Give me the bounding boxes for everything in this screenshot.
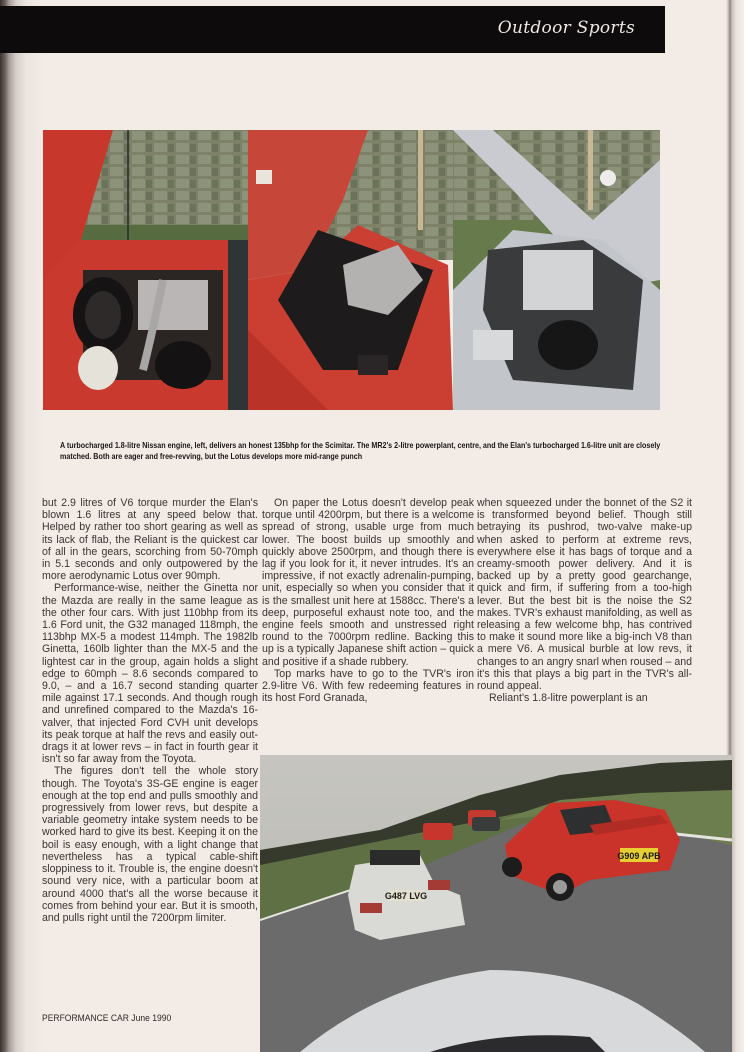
photo-panel-scimitar xyxy=(43,130,248,410)
engine-bays-photo xyxy=(43,130,660,410)
paragraph: Performance-wise, neither the Ginetta nor the Mazda are really in the same league as the other four cars. With just 110bhp from its 1.6 Ford unit, the G32 managed 118mph, the 113bhp MX-5 a modest 114mph. The 1982lb Ginetta, 160lb lighter than the MX-5 and the lightest car in the group, again holds a slight edge to 60mph – 8.6 seconds compared to 9.0, – and a 16.7 second standing quarter mile against 17.1 seconds. And though rough and unrefined compared to the Mazda's 16-valver, that injected Ford CVH unit develops its peak torque at half the revs and easily out-drags it at lower revs – in fact in fourth gear it isn't so far away from the Toyota. xyxy=(42,582,258,766)
article-column-3 xyxy=(477,497,692,704)
scimitar-engine-image xyxy=(43,130,248,410)
photo-panel-elan xyxy=(453,130,660,410)
paragraph: but 2.9 litres of V6 torque murder the Elan's blown 1.6 litres at any speed below that. Helped by rather too short gearing as well as its lack of flab, the Reliant is the quickest car of all in the gears, scorching from 50-70mph in 5.1 seconds and only outpowered by the more aerodynamic Lotus over 90mph. xyxy=(42,497,258,583)
section-header-band xyxy=(0,6,665,53)
mr2-engine-image xyxy=(248,130,453,410)
page-gutter-shadow xyxy=(0,0,44,1052)
elan-engine-image xyxy=(453,130,660,410)
paragraph: Reliant's 1.8-litre powerplant is an xyxy=(489,692,648,705)
track-image xyxy=(260,755,732,1052)
paragraph: The figures don't tell the whole story though. The Toyota's 3S-GE engine is eager enough at the top end and pulls smoothly and progressively from lower revs, but despite a variable geometry intake system needs to be worked hard to give its best. Keeping it on the boil is easy enough, with a light change that nevertheless has a typical cable-shift sloppiness to it. Trouble is, the engine doesn't sound very nice, with a particular boom at around 4000 that's all the worse because it comes from behind your ear. But it is smooth, and pulls right until the 7200rpm limiter. xyxy=(42,765,258,924)
section-title: Outdoor Sports xyxy=(497,18,635,38)
article-column-2 xyxy=(262,497,474,704)
paragraph: Top marks have to go to the TVR's iron 2.9-litre V6. With few redeeming features in its host Ford Granada, xyxy=(262,667,474,705)
left-license-plate: G487 LVG xyxy=(384,891,428,901)
photo-caption: A turbocharged 1.8-litre Nissan engine, left, delivers an honest 135bhp for the Scimitar. The MR2's 2-litre powerplant, centre, and the Elan's turbocharged 1.6-litre unit are closely matched. Both are eager and free-revving, but the Lotus develops more mid-range punch xyxy=(60,440,661,461)
track-cars-photo xyxy=(260,755,732,1052)
page-footer: PERFORMANCE CAR June 1990 xyxy=(42,1013,172,1024)
photo-panel-mr2 xyxy=(248,130,453,410)
paragraph: when squeezed under the bonnet of the S2 it is transformed beyond belief. Though still betraying its pushrod, two-valve make-up when asked to perform at extreme revs, everywhere else it has bags of torque and a creamy-smooth power delivery. And it is backed up by a pretty good gearchange, quick and firm, if suffering from a too-high lever. But the best bit is the noise the S2 makes. TVR's exhaust manifolding, as well as releasing a few welcome bhp, has contrived to make it sound more like a big-inch V8 than a mere V6. A musical burble at low revs, it changes to an angry snarl when roused – and it's this that plays a big part in the TVR's all-round appeal. xyxy=(477,497,692,693)
article-column-1 xyxy=(42,497,258,924)
right-license-plate: G909 APB xyxy=(617,851,661,861)
paragraph: On paper the Lotus doesn't develop peak torque until 4200rpm, but there is a welcome spread of strong, usable urge from much lower. The boost builds up smoothly and quickly above 2500rpm, and though there is lag if you look for it, it never intrudes. It's an impressive, if not exactly adrenalin-pumping, unit, especially so when you consider that it is the smallest unit here at 1588cc. There's a deep, purposeful exhaust note too, and the engine feels smooth and unstressed right round to the 7000rpm redline. Backing this up is a typically Japanese shift action – quick and positive if a shade rubbery. xyxy=(262,497,474,668)
